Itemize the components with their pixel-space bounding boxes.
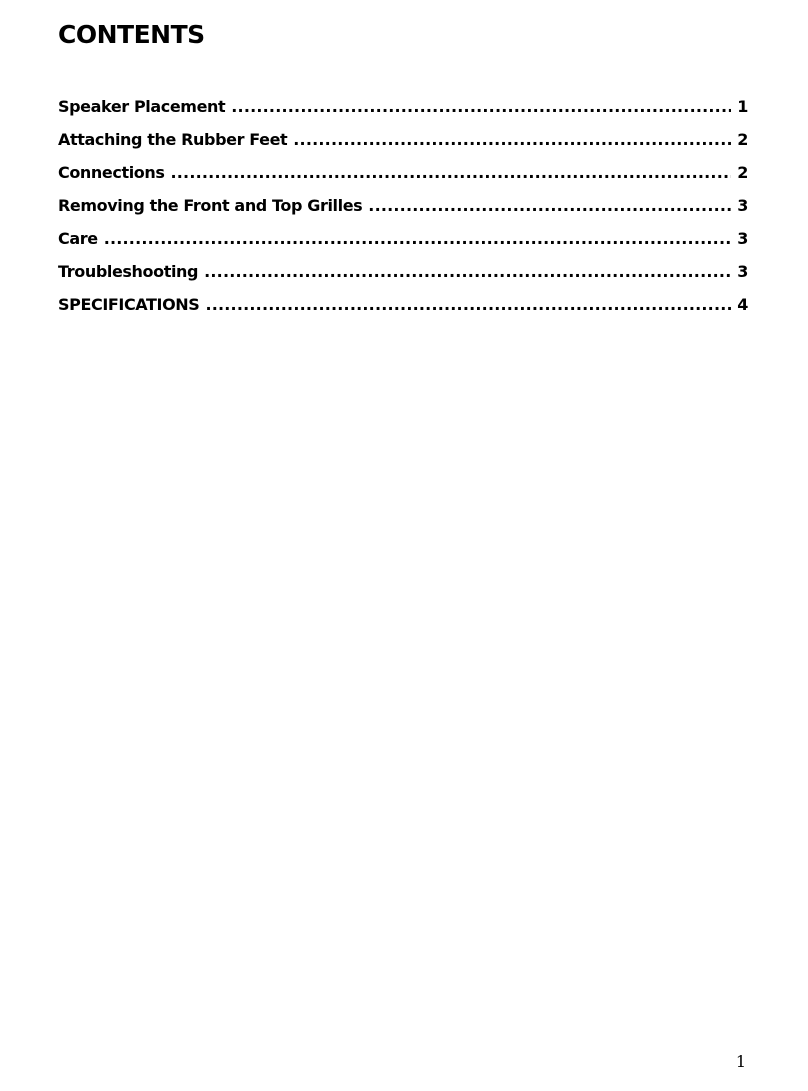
- page-title: CONTENTS: [58, 20, 205, 49]
- dot-leader: [205, 292, 731, 318]
- toc-entry-label: Troubleshooting: [58, 262, 199, 281]
- dot-leader: [171, 160, 732, 186]
- dot-leader: [104, 226, 732, 252]
- toc-entry-care[interactable]: [58, 226, 748, 259]
- toc-entry-connections[interactable]: [58, 160, 748, 193]
- toc-entry-page-number: 2: [737, 163, 748, 182]
- toc-entry-label: Care: [58, 229, 98, 248]
- toc-entry-page-number: 1: [737, 97, 748, 116]
- dot-leader: [293, 127, 731, 153]
- toc-entry-page-number: 4: [737, 295, 748, 314]
- toc-entry-label: Connections: [58, 163, 165, 182]
- toc-entry-page-number: 3: [737, 196, 748, 215]
- toc-entry-removing-grilles[interactable]: [58, 193, 748, 226]
- toc-entry-label: Attaching the Rubber Feet: [58, 130, 288, 149]
- page-number: 1: [735, 1052, 746, 1071]
- toc-entry-troubleshooting[interactable]: [58, 259, 748, 292]
- toc-entry-attaching-rubber-feet[interactable]: [58, 127, 748, 160]
- table-of-contents: [58, 94, 748, 325]
- dot-leader: [231, 94, 731, 120]
- toc-entry-page-number: 3: [737, 262, 748, 281]
- toc-entry-label: Removing the Front and Top Grilles: [58, 196, 363, 215]
- toc-entry-label: Speaker Placement: [58, 97, 226, 116]
- dot-leader: [368, 193, 731, 219]
- toc-entry-speaker-placement[interactable]: [58, 94, 748, 127]
- toc-entry-label: SPECIFICATIONS: [58, 295, 200, 314]
- toc-entry-page-number: 2: [737, 130, 748, 149]
- dot-leader: [204, 259, 731, 285]
- toc-entry-page-number: 3: [737, 229, 748, 248]
- toc-entry-specifications[interactable]: [58, 292, 748, 325]
